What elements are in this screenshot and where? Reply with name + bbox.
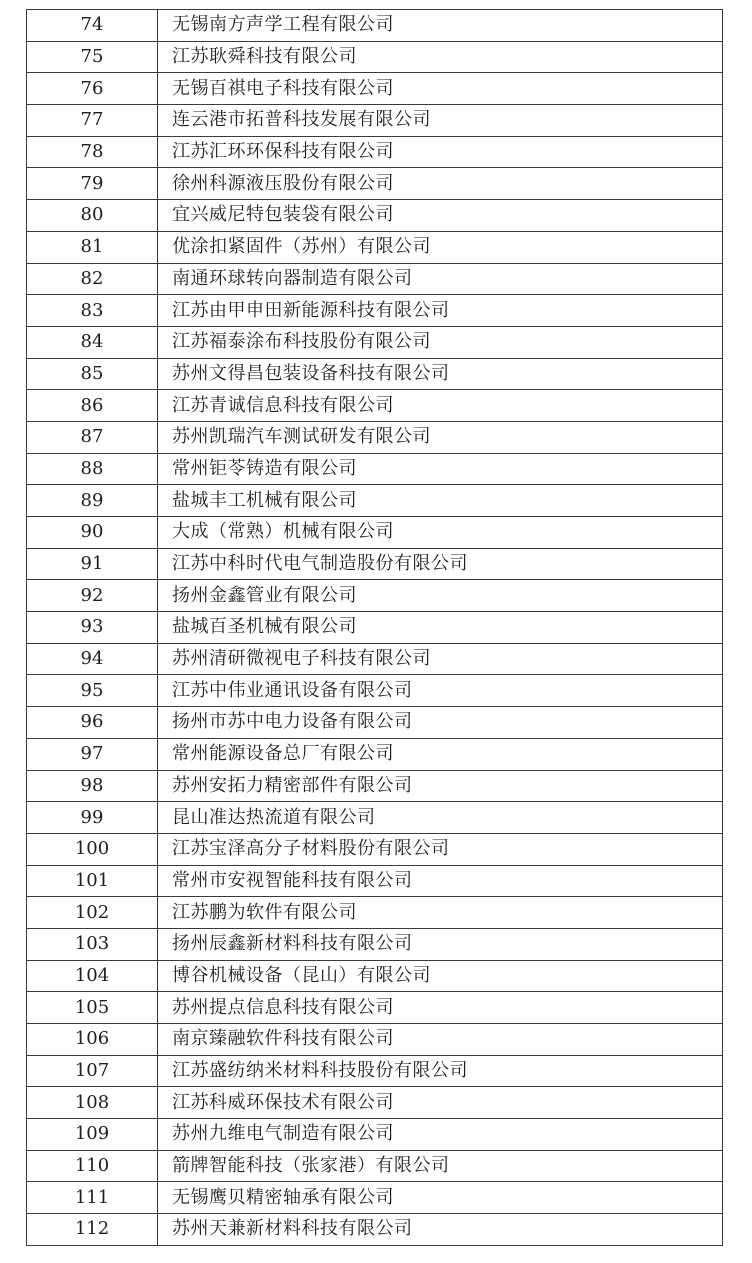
company-list-table xyxy=(26,9,723,1246)
company-name-cell: 常州能源设备总厂有限公司 xyxy=(158,738,723,770)
company-name-cell: 宜兴威尼特包装袋有限公司 xyxy=(158,200,723,232)
table-row xyxy=(27,1087,723,1119)
row-number-cell: 74 xyxy=(27,10,158,42)
row-number-cell: 76 xyxy=(27,73,158,105)
row-number-cell: 86 xyxy=(27,390,158,422)
company-name-cell: 苏州清研微视电子科技有限公司 xyxy=(158,643,723,675)
row-number-cell: 94 xyxy=(27,643,158,675)
row-number-cell: 84 xyxy=(27,326,158,358)
company-name-cell: 扬州金鑫管业有限公司 xyxy=(158,580,723,612)
row-number-cell: 91 xyxy=(27,548,158,580)
company-name-cell: 优涂扣紧固件（苏州）有限公司 xyxy=(158,231,723,263)
table-row xyxy=(27,326,723,358)
table-row xyxy=(27,231,723,263)
company-name-cell: 苏州文得昌包装设备科技有限公司 xyxy=(158,358,723,390)
company-name-cell: 江苏科威环保技术有限公司 xyxy=(158,1087,723,1119)
table-row xyxy=(27,928,723,960)
table-row xyxy=(27,960,723,992)
table-row xyxy=(27,1150,723,1182)
row-number-cell: 79 xyxy=(27,168,158,200)
table-row xyxy=(27,1214,723,1246)
row-number-cell: 92 xyxy=(27,580,158,612)
row-number-cell: 96 xyxy=(27,707,158,739)
company-name-cell: 盐城丰工机械有限公司 xyxy=(158,485,723,517)
table-row xyxy=(27,707,723,739)
row-number-cell: 87 xyxy=(27,421,158,453)
table-row xyxy=(27,865,723,897)
row-number-cell: 112 xyxy=(27,1214,158,1246)
table-row xyxy=(27,358,723,390)
table-row xyxy=(27,612,723,644)
company-name-cell: 江苏盛纺纳米材料科技股份有限公司 xyxy=(158,1055,723,1087)
table-row xyxy=(27,453,723,485)
company-name-cell: 盐城百圣机械有限公司 xyxy=(158,612,723,644)
table-row xyxy=(27,802,723,834)
company-name-cell: 苏州凯瑞汽车测试研发有限公司 xyxy=(158,421,723,453)
table-row xyxy=(27,136,723,168)
company-name-cell: 常州市安视智能科技有限公司 xyxy=(158,865,723,897)
table-row xyxy=(27,10,723,42)
table-row xyxy=(27,517,723,549)
row-number-cell: 104 xyxy=(27,960,158,992)
table-row xyxy=(27,738,723,770)
row-number-cell: 90 xyxy=(27,517,158,549)
row-number-cell: 109 xyxy=(27,1119,158,1151)
row-number-cell: 108 xyxy=(27,1087,158,1119)
company-name-cell: 苏州九维电气制造有限公司 xyxy=(158,1119,723,1151)
table-row xyxy=(27,992,723,1024)
table-row xyxy=(27,73,723,105)
row-number-cell: 83 xyxy=(27,295,158,327)
table-row xyxy=(27,897,723,929)
table-row xyxy=(27,200,723,232)
row-number-cell: 105 xyxy=(27,992,158,1024)
company-name-cell: 无锡南方声学工程有限公司 xyxy=(158,10,723,42)
row-number-cell: 107 xyxy=(27,1055,158,1087)
company-name-cell: 南京臻融软件科技有限公司 xyxy=(158,1024,723,1056)
table-row xyxy=(27,168,723,200)
row-number-cell: 89 xyxy=(27,485,158,517)
table-row xyxy=(27,41,723,73)
row-number-cell: 80 xyxy=(27,200,158,232)
company-name-cell: 连云港市拓普科技发展有限公司 xyxy=(158,105,723,137)
row-number-cell: 82 xyxy=(27,263,158,295)
row-number-cell: 97 xyxy=(27,738,158,770)
company-name-cell: 江苏汇环环保科技有限公司 xyxy=(158,136,723,168)
table-row xyxy=(27,580,723,612)
row-number-cell: 93 xyxy=(27,612,158,644)
table-row xyxy=(27,1055,723,1087)
document-page xyxy=(26,9,722,1246)
table-row xyxy=(27,548,723,580)
row-number-cell: 77 xyxy=(27,105,158,137)
company-name-cell: 苏州安拓力精密部件有限公司 xyxy=(158,770,723,802)
row-number-cell: 110 xyxy=(27,1150,158,1182)
row-number-cell: 106 xyxy=(27,1024,158,1056)
company-name-cell: 江苏由甲申田新能源科技有限公司 xyxy=(158,295,723,327)
table-row xyxy=(27,643,723,675)
company-name-cell: 江苏中科时代电气制造股份有限公司 xyxy=(158,548,723,580)
company-name-cell: 江苏青诚信息科技有限公司 xyxy=(158,390,723,422)
row-number-cell: 75 xyxy=(27,41,158,73)
company-name-cell: 江苏中伟业通讯设备有限公司 xyxy=(158,675,723,707)
company-name-cell: 苏州提点信息科技有限公司 xyxy=(158,992,723,1024)
company-name-cell: 江苏耿舜科技有限公司 xyxy=(158,41,723,73)
company-name-cell: 博谷机械设备（昆山）有限公司 xyxy=(158,960,723,992)
table-row xyxy=(27,1119,723,1151)
row-number-cell: 98 xyxy=(27,770,158,802)
company-name-cell: 大成（常熟）机械有限公司 xyxy=(158,517,723,549)
row-number-cell: 95 xyxy=(27,675,158,707)
table-body xyxy=(27,10,723,1246)
company-name-cell: 江苏鹏为软件有限公司 xyxy=(158,897,723,929)
table-row xyxy=(27,1024,723,1056)
company-name-cell: 昆山准达热流道有限公司 xyxy=(158,802,723,834)
row-number-cell: 100 xyxy=(27,833,158,865)
table-row xyxy=(27,770,723,802)
row-number-cell: 88 xyxy=(27,453,158,485)
table-row xyxy=(27,295,723,327)
company-name-cell: 江苏宝泽高分子材料股份有限公司 xyxy=(158,833,723,865)
table-row xyxy=(27,263,723,295)
table-row xyxy=(27,390,723,422)
company-name-cell: 无锡鹰贝精密轴承有限公司 xyxy=(158,1182,723,1214)
row-number-cell: 99 xyxy=(27,802,158,834)
company-name-cell: 扬州市苏中电力设备有限公司 xyxy=(158,707,723,739)
row-number-cell: 81 xyxy=(27,231,158,263)
company-name-cell: 常州钜苓铸造有限公司 xyxy=(158,453,723,485)
company-name-cell: 江苏福泰涂布科技股份有限公司 xyxy=(158,326,723,358)
row-number-cell: 111 xyxy=(27,1182,158,1214)
company-name-cell: 扬州辰鑫新材料科技有限公司 xyxy=(158,928,723,960)
table-row xyxy=(27,105,723,137)
company-name-cell: 徐州科源液压股份有限公司 xyxy=(158,168,723,200)
company-name-cell: 南通环球转向器制造有限公司 xyxy=(158,263,723,295)
row-number-cell: 102 xyxy=(27,897,158,929)
company-name-cell: 苏州天兼新材料科技有限公司 xyxy=(158,1214,723,1246)
row-number-cell: 101 xyxy=(27,865,158,897)
company-name-cell: 箭牌智能科技（张家港）有限公司 xyxy=(158,1150,723,1182)
table-row xyxy=(27,1182,723,1214)
company-name-cell: 无锡百祺电子科技有限公司 xyxy=(158,73,723,105)
row-number-cell: 78 xyxy=(27,136,158,168)
row-number-cell: 103 xyxy=(27,928,158,960)
row-number-cell: 85 xyxy=(27,358,158,390)
table-row xyxy=(27,485,723,517)
table-row xyxy=(27,421,723,453)
table-row xyxy=(27,833,723,865)
table-row xyxy=(27,675,723,707)
